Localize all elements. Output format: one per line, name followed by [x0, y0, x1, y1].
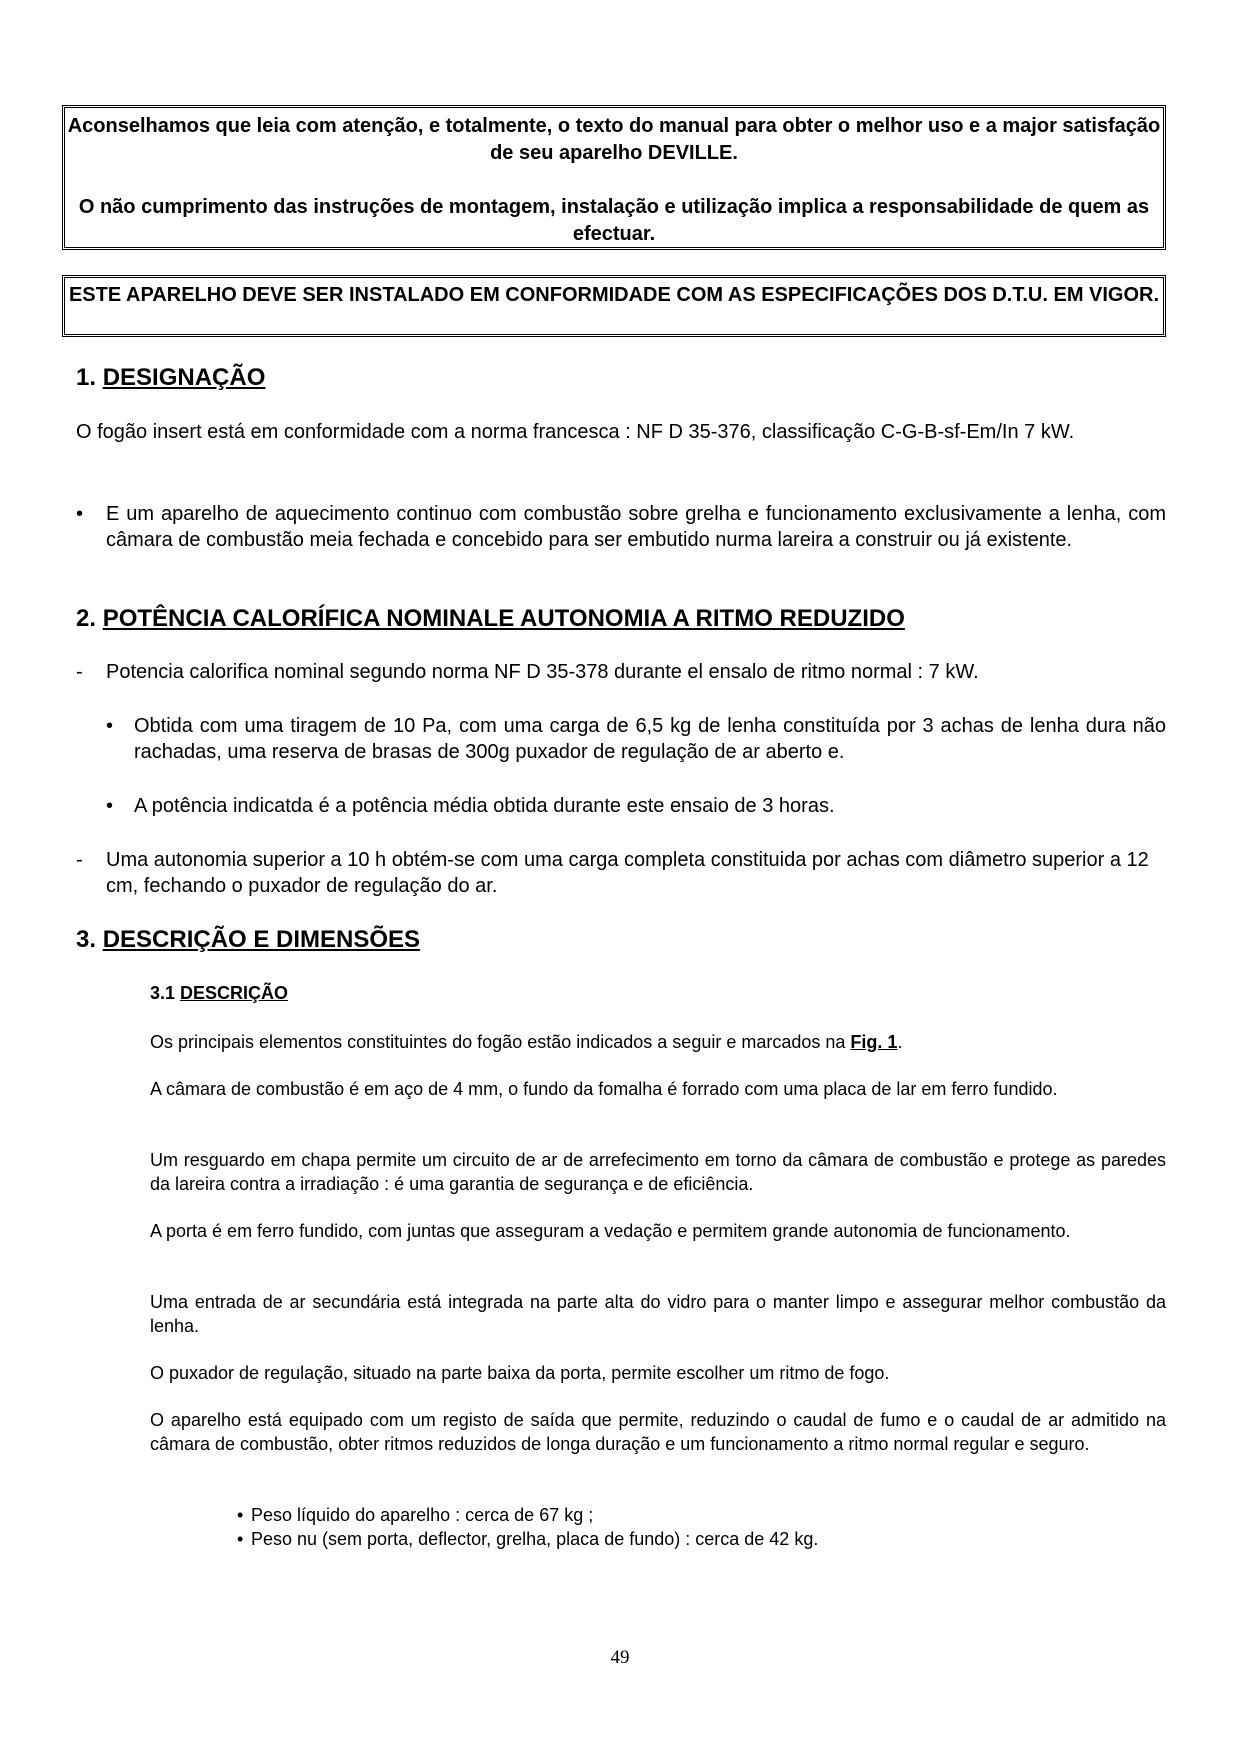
section2-sub-bullet-1	[106, 713, 1166, 765]
dash-icon: -	[76, 661, 83, 683]
section3-number: 3.	[76, 926, 97, 953]
section2-sub-text-1: Obtida com uma tiragem de 10 Pa, com uma carga de 6,5 kg de lenha constituída por 3 achas de lenha dura não rachadas, uma reserva de brasas de 300g puxador de regulação de ar aberto e.	[134, 715, 1166, 763]
bullet-icon: •	[106, 715, 114, 737]
bullet-icon: •	[237, 1505, 244, 1525]
description-paragraph-1: A câmara de combustão é em aço de 4 mm, o fundo da fomalha é forrado com uma placa de lar em ferro fundido.	[150, 1079, 1058, 1099]
description-paragraph-4: Uma entrada de ar secundária está integrada na parte alta do vidro para o manter limpo e assegurar melhor combustão da lenha.	[150, 1292, 1166, 1336]
subsection-number: 3.1	[150, 983, 176, 1003]
section2-dash-item-1	[76, 659, 1166, 685]
spec-text: ESTE APARELHO DEVE SER INSTALADO EM CONFORMIDADE COM AS ESPECIFICAÇÕES DOS D.T.U. EM VIGOR.	[68, 284, 1160, 306]
intro-text: Os principais elementos constituintes do fogão estão indicados a seguir e marcados na	[150, 1032, 846, 1052]
intro-paragraph	[150, 1030, 1166, 1054]
section2-dash-item-2	[76, 847, 1166, 899]
section3-title: DESCRIÇÃO E DIMENSÕES	[102, 926, 421, 953]
section2-sub-text-2: A potência indicatda é a potência média obtida durante este ensaio de 3 horas.	[134, 795, 835, 817]
section2-sub-bullet-2	[106, 793, 1166, 819]
notice-paragraph-2: O não cumprimento das instruções de montagem, instalação e utilização implica a responsabilidade de quem as efectuar.	[78, 196, 1150, 245]
weight-text: Peso nu (sem porta, deflector, grelha, placa de fundo) : cerca de 42 kg.	[251, 1529, 819, 1549]
description-paragraph-5: O puxador de regulação, situado na parte baixa da porta, permite escolher um ritmo de fogo.	[150, 1363, 890, 1383]
description-paragraph-3: A porta é em ferro fundido, com juntas que asseguram a vedação e permitem grande autonomia de funcionamento.	[150, 1221, 1071, 1241]
section1-paragraph: O fogão insert está em conformidade com a norma francesca : NF D 35-376, classificação C-G-B-sf-Em/In 7 kW.	[76, 421, 1075, 443]
bullet-icon: •	[237, 1529, 244, 1549]
bullet-icon: •	[76, 503, 84, 525]
section2-dash-text-2: Uma autonomia superior a 10 h obtém-se com uma carga completa constituida por achas com diâmetro superior a 12 cm, fechando o puxador de regulação do ar.	[106, 849, 1149, 897]
weight-text: Peso líquido do aparelho : cerca de 67 kg ;	[251, 1505, 594, 1525]
section2-heading	[76, 604, 905, 634]
section1-number: 1.	[76, 364, 97, 391]
section1-bullet	[76, 501, 1166, 553]
section3-heading	[76, 925, 420, 955]
fig-reference: Fig. 1	[850, 1032, 898, 1052]
weight-item	[237, 1503, 1137, 1527]
section2-number: 2.	[76, 605, 97, 632]
notice-box	[62, 105, 1166, 250]
section2-dash-text-1: Potencia calorifica nominal segundo norma NF D 35-378 durante el ensalo de ritmo normal : 7 kW.	[106, 661, 979, 683]
weight-item	[237, 1527, 1137, 1551]
section1-title: DESIGNAÇÃO	[102, 364, 266, 391]
bullet-icon: •	[106, 795, 114, 817]
description-paragraph-2: Um resguardo em chapa permite um circuito de ar de arrefecimento em torno da câmara de combustão e protege as paredes da lareira contra a irradiação : é uma garantia de segurança e de eficiência.	[150, 1150, 1166, 1194]
section1-heading	[76, 363, 265, 393]
subsection-heading	[150, 981, 288, 1005]
subsection-title: DESCRIÇÃO	[180, 983, 289, 1003]
intro-period: .	[897, 1032, 903, 1052]
notice-paragraph-1: Aconselhamos que leia com atenção, e totalmente, o texto do manual para obter o melhor uso e a major satisfação de seu aparelho DEVILLE.	[67, 115, 1161, 164]
section1-bullet-text: E um aparelho de aquecimento continuo com combustão sobre grelha e funcionamento exclusivamente a lenha, com câmara de combustão meia fechada e concebido para ser embutido nurma lareira a construir ou já existente.	[106, 503, 1166, 551]
description-paragraph-6: O aparelho está equipado com um registo de saída que permite, reduzindo o caudal de fumo e o caudal de ar admitido na câmara de combustão, obter ritmos reduzidos de longa duração e um funcionamento a ritmo normal regular e seguro.	[150, 1410, 1166, 1454]
weights-list	[237, 1503, 1137, 1551]
dash-icon: -	[76, 849, 83, 871]
section2-title: POTÊNCIA CALORÍFICA NOMINALE AUTONOMIA A RITMO REDUZIDO	[102, 605, 905, 632]
page-number: 49	[610, 1647, 630, 1668]
spec-box	[62, 275, 1166, 337]
